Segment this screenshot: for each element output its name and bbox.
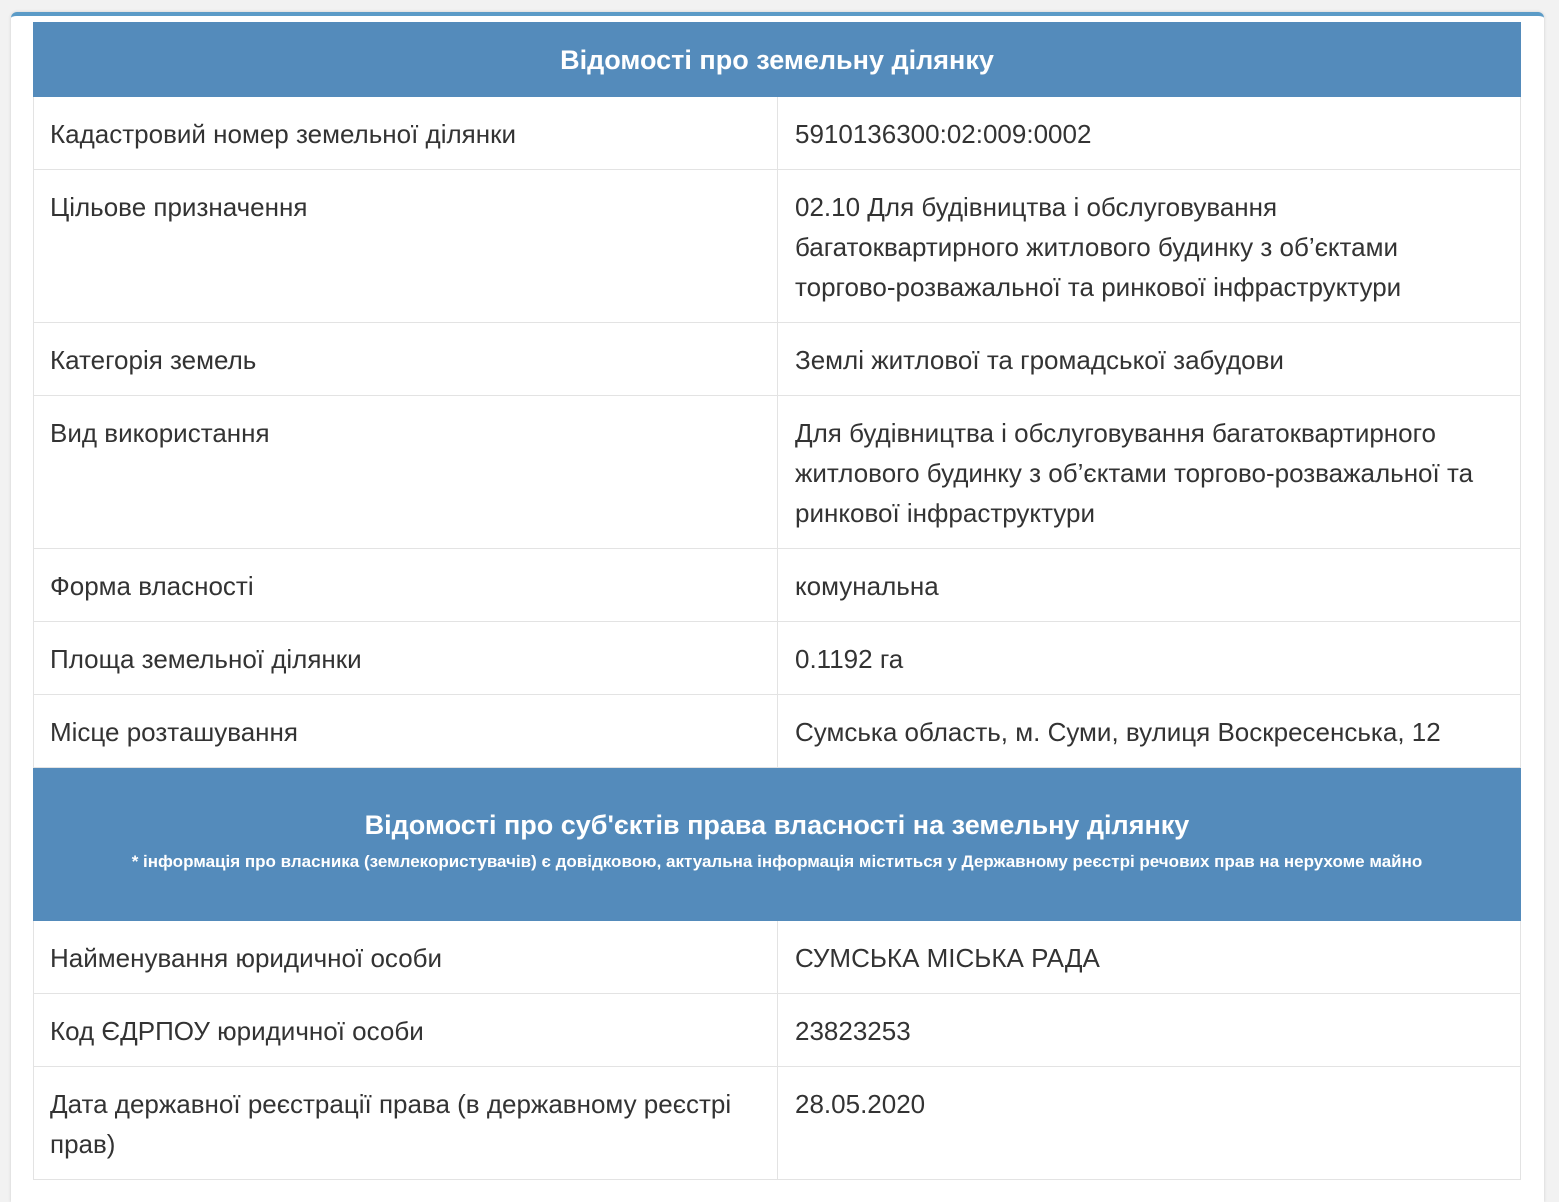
row-value: 02.10 Для будівництва і обслуговування багатоквартирного житлового будинку з об’єктами торгово-розважальної та ринкової інфраструктури — [778, 170, 1521, 323]
row-label: Місце розташування — [34, 695, 778, 768]
table-row — [34, 622, 1521, 695]
section-header-owners — [34, 768, 1521, 921]
row-value: Землі житлової та громадської забудови — [778, 323, 1521, 396]
row-label: Категорія земель — [34, 323, 778, 396]
section-title-owners — [34, 768, 1521, 921]
row-value: комунальна — [778, 549, 1521, 622]
table-row — [34, 994, 1521, 1067]
section-note: * інформація про власника (землекористувачів) є довідковою, актуальна інформація міститься у Державному реєстрі речових прав на нерухоме майно — [131, 851, 1423, 871]
row-label: Кадастровий номер земельної ділянки — [34, 97, 778, 170]
row-value: 5910136300:02:009:0002 — [778, 97, 1521, 170]
row-value: 23823253 — [778, 994, 1521, 1067]
table-row — [34, 921, 1521, 994]
row-label: Найменування юридичної особи — [34, 921, 778, 994]
section-title-land — [34, 23, 1521, 97]
row-value: СУМСЬКА МІСЬКА РАДА — [778, 921, 1521, 994]
row-value: Сумська область, м. Суми, вулиця Воскресенська, 12 — [778, 695, 1521, 768]
table-row — [34, 1067, 1521, 1180]
row-label: Дата державної реєстрації права (в державному реєстрі прав) — [34, 1067, 778, 1180]
section-title-text: Відомості про земельну ділянку — [560, 44, 994, 75]
row-label: Вид використання — [34, 396, 778, 549]
section-title-text: Відомості про суб'єктів права власності на земельну ділянку — [364, 809, 1190, 840]
row-label: Код ЄДРПОУ юридичної особи — [34, 994, 778, 1067]
row-value: Для будівництва і обслуговування багатоквартирного житлового будинку з об’єктами торгово-розважальної та ринкової інфраструктури — [778, 396, 1521, 549]
table-row — [34, 323, 1521, 396]
row-label: Форма власності — [34, 549, 778, 622]
table-row — [34, 97, 1521, 170]
land-info-table — [33, 22, 1521, 1180]
land-info-panel — [11, 12, 1544, 1202]
table-row — [34, 170, 1521, 323]
row-label: Цільове призначення — [34, 170, 778, 323]
row-label: Площа земельної ділянки — [34, 622, 778, 695]
table-row — [34, 695, 1521, 768]
table-row — [34, 396, 1521, 549]
row-value: 0.1192 га — [778, 622, 1521, 695]
table-row — [34, 549, 1521, 622]
section-header-land — [34, 23, 1521, 97]
row-value: 28.05.2020 — [778, 1067, 1521, 1180]
